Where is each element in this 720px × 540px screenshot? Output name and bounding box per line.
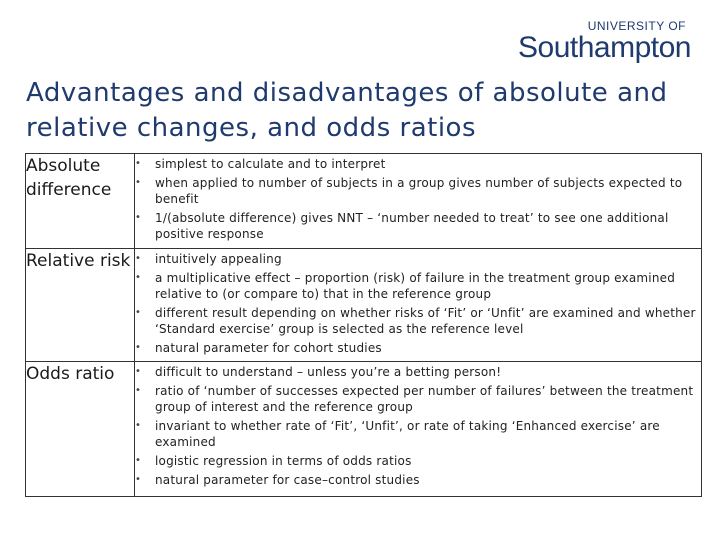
bullet-icon: • bbox=[135, 307, 142, 318]
bullet-text: intuitively appealing bbox=[155, 252, 282, 266]
bullet-icon: • bbox=[135, 385, 142, 396]
bullet-icon: • bbox=[135, 158, 142, 169]
list-item bbox=[135, 251, 701, 267]
list-item bbox=[135, 364, 701, 380]
bullet-text: a multiplicative effect – proportion (risk) of failure in the treatment group examined relative to (or compare to) that in the reference group bbox=[155, 271, 676, 301]
list-item bbox=[135, 418, 701, 450]
row-term: Absolute difference bbox=[26, 154, 135, 249]
list-item bbox=[135, 175, 701, 207]
row-term: Odds ratio bbox=[26, 362, 135, 497]
slide-title: Advantages and disadvantages of absolute and relative changes, and odds ratios bbox=[26, 78, 668, 143]
list-item bbox=[135, 305, 701, 337]
list-item bbox=[135, 472, 701, 488]
bullet-text: natural parameter for cohort studies bbox=[155, 341, 382, 355]
bullet-text: difficult to understand – unless you’re a betting person! bbox=[155, 365, 502, 379]
row-points bbox=[135, 154, 702, 249]
university-logo bbox=[518, 19, 691, 64]
list-item bbox=[135, 270, 701, 302]
bullet-text: simplest to calculate and to interpret bbox=[155, 157, 386, 171]
bullet-icon: • bbox=[135, 212, 142, 223]
row-points bbox=[135, 249, 702, 362]
bullet-icon: • bbox=[135, 455, 142, 466]
bullet-text: invariant to whether rate of ‘Fit’, ‘Unfit’, or rate of taking ‘Enhanced exercise’ are examined bbox=[155, 419, 660, 449]
bullet-text: different result depending on whether risks of ‘Fit’ or ‘Unfit’ are examined and whether ‘Standard exercise’ group is selected as the reference level bbox=[155, 306, 696, 336]
row-term: Relative risk bbox=[26, 249, 135, 362]
bullet-text: ratio of ‘number of successes expected per number of failures’ between the treatment group of interest and the reference group bbox=[155, 384, 694, 414]
list-item bbox=[135, 453, 701, 469]
row-points bbox=[135, 362, 702, 497]
logo-line-southampton: Southampton bbox=[518, 31, 691, 64]
table-row bbox=[26, 249, 702, 362]
bullet-icon: • bbox=[135, 272, 142, 283]
bullet-list bbox=[135, 364, 701, 488]
table-row bbox=[26, 154, 702, 249]
bullet-text: natural parameter for case–control studies bbox=[155, 473, 420, 487]
bullet-icon: • bbox=[135, 474, 142, 485]
bullet-icon: • bbox=[135, 342, 142, 353]
list-item bbox=[135, 156, 701, 172]
bullet-text: logistic regression in terms of odds ratios bbox=[155, 454, 412, 468]
bullet-text: when applied to number of subjects in a group gives number of subjects expected to benefit bbox=[155, 176, 683, 206]
bullet-list bbox=[135, 251, 701, 356]
list-item bbox=[135, 210, 701, 242]
bullet-icon: • bbox=[135, 420, 142, 431]
list-item bbox=[135, 383, 701, 415]
list-item bbox=[135, 340, 701, 356]
bullet-icon: • bbox=[135, 177, 142, 188]
bullet-icon: • bbox=[135, 253, 142, 264]
table-row bbox=[26, 362, 702, 497]
bullet-list bbox=[135, 156, 701, 242]
bullet-icon: • bbox=[135, 366, 142, 377]
logo-line-university-of: UNIVERSITY OF bbox=[587, 19, 686, 33]
comparison-table bbox=[25, 153, 702, 497]
bullet-text: 1/(absolute difference) gives NNT – ‘number needed to treat’ to see one additional positive response bbox=[155, 211, 669, 241]
